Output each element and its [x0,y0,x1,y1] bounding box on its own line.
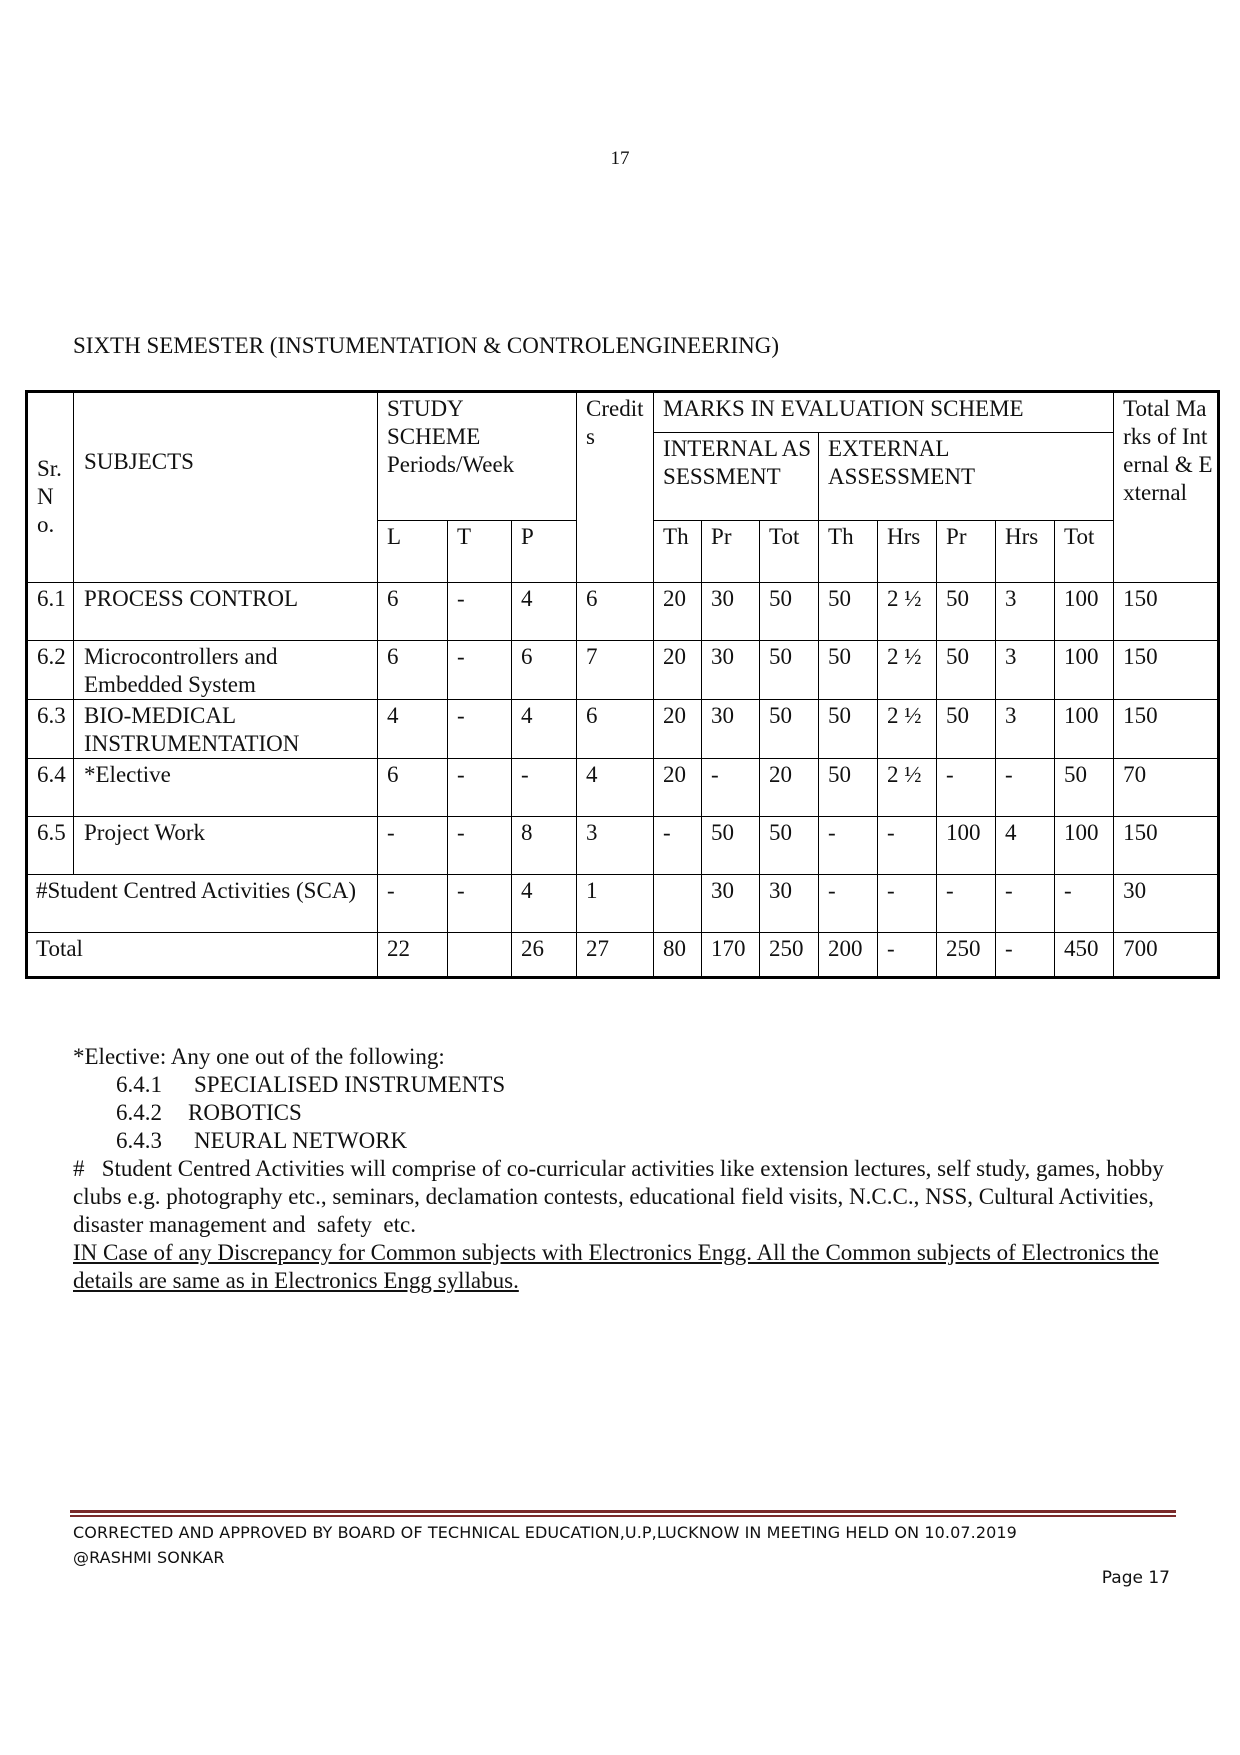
row-ext-hrs1: 2 ½ [878,583,937,641]
row-total: 150 [1114,641,1219,700]
row-int-tot: 20 [760,759,819,817]
row-int-th: 20 [654,641,702,700]
row-ext-th: 50 [819,700,878,759]
sca-note: # Student Centred Activities will comprise of co-curricular activities like extension lectures, self study, games, hobby clubs e.g. photography etc., seminars, declamation contests, educational field visits, N.C.C., NSS, Cultural Activities, disaster management and safety etc. [73,1156,1170,1237]
row-int-pr: - [702,759,760,817]
elective-item [73,1071,1183,1099]
row-ext-hrs2: - [996,759,1055,817]
total-total: 700 [1114,933,1219,978]
row-credits: 4 [577,759,654,817]
row-t: - [448,817,512,875]
sca-total: 30 [1114,875,1219,933]
row-ext-hrs2: 3 [996,700,1055,759]
row-ext-hrs2: 3 [996,641,1055,700]
row-credits: 3 [577,817,654,875]
header-p: P [512,521,577,583]
evaluation-scheme-table [25,390,1220,979]
row-l: 6 [378,759,448,817]
row-sr: 6.1 [27,583,74,641]
sca-ext-hrs2: - [996,875,1055,933]
total-ext-tot: 450 [1055,933,1114,978]
header-external-assessment: EXTERNAL ASSESSMENT [819,433,1114,521]
row-subject: Microcontrollers and Embedded System [74,641,378,700]
row-ext-th: - [819,817,878,875]
sca-int-th [654,875,702,933]
row-t: - [448,759,512,817]
elective-name: ROBOTICS [188,1100,302,1125]
header-credits: Credits [577,392,654,583]
header-ext-hrs1: Hrs [878,521,937,583]
row-ext-tot: 100 [1055,641,1114,700]
table-row [27,641,1219,700]
header-study-scheme: STUDY SCHEME Periods/Week [378,392,577,521]
sca-ext-hrs1: - [878,875,937,933]
row-int-pr: 30 [702,700,760,759]
header-subjects: SUBJECTS [74,392,378,583]
row-ext-hrs1: - [878,817,937,875]
row-ext-hrs1: 2 ½ [878,641,937,700]
header-int-th: Th [654,521,702,583]
row-int-tot: 50 [760,641,819,700]
row-credits: 6 [577,583,654,641]
row-int-th: 20 [654,583,702,641]
header-int-tot: Tot [760,521,819,583]
row-int-th: - [654,817,702,875]
row-ext-hrs1: 2 ½ [878,700,937,759]
row-ext-hrs2: 3 [996,583,1055,641]
notes-section [73,1043,1183,1295]
row-t: - [448,641,512,700]
total-ext-th: 200 [819,933,878,978]
row-int-th: 20 [654,700,702,759]
row-ext-pr: 50 [937,641,996,700]
sca-row [27,875,1219,933]
row-subject: Project Work [74,817,378,875]
elective-item [73,1127,1183,1155]
elective-code: 6.4.1 [116,1072,162,1097]
row-p: 4 [512,583,577,641]
header-ext-tot: Tot [1055,521,1114,583]
footer-rule [70,1510,1176,1513]
total-credits: 27 [577,933,654,978]
row-sr: 6.4 [27,759,74,817]
row-ext-th: 50 [819,759,878,817]
elective-item [73,1099,1183,1127]
row-ext-tot: 100 [1055,700,1114,759]
row-int-th: 20 [654,759,702,817]
row-ext-pr: 100 [937,817,996,875]
row-ext-hrs2: 4 [996,817,1055,875]
table-row [27,759,1219,817]
elective-intro: *Elective: Any one out of the following: [73,1044,445,1069]
header-total-marks: Total Marks of Internal & External [1114,392,1219,583]
row-total: 150 [1114,817,1219,875]
header-ext-th: Th [819,521,878,583]
row-p: - [512,759,577,817]
row-credits: 6 [577,700,654,759]
row-int-tot: 50 [760,583,819,641]
total-row [27,933,1219,978]
row-ext-hrs1: 2 ½ [878,759,937,817]
row-t: - [448,583,512,641]
row-ext-pr: 50 [937,583,996,641]
elective-name: SPECIALISED INSTRUMENTS [194,1072,506,1097]
total-int-tot: 250 [760,933,819,978]
total-ext-pr: 250 [937,933,996,978]
row-total: 150 [1114,583,1219,641]
row-sr: 6.2 [27,641,74,700]
sca-ext-tot: - [1055,875,1114,933]
row-int-pr: 50 [702,817,760,875]
footer-line2: @RASHMI SONKAR [73,1548,225,1567]
sca-credits: 1 [577,875,654,933]
row-p: 4 [512,700,577,759]
footer [73,1520,1017,1570]
semester-title: SIXTH SEMESTER (INSTUMENTATION & CONTROLENGINEERING) [73,333,779,358]
footer-line1: CORRECTED AND APPROVED BY BOARD OF TECHNICAL EDUCATION,U.P,LUCKNOW IN MEETING HELD ON 10.07.2019 [73,1523,1017,1542]
sca-subject: #Student Centred Activities (SCA) [27,875,378,933]
row-ext-tot: 100 [1055,817,1114,875]
table-row [27,583,1219,641]
header-l: L [378,521,448,583]
footer-page-number: Page 17 [1101,1568,1170,1588]
sca-int-pr: 30 [702,875,760,933]
row-subject: BIO-MEDICAL INSTRUMENTATION [74,700,378,759]
header-sr-no: Sr. No. [27,392,74,583]
row-ext-pr: 50 [937,700,996,759]
header-ext-hrs2: Hrs [996,521,1055,583]
discrepancy-note: IN Case of any Discrepancy for Common subjects with Electronics Engg. All the Common subjects of Electronics the details are same as in Electronics Engg syllabus. [73,1240,1159,1293]
row-l: - [378,817,448,875]
header-int-pr: Pr [702,521,760,583]
row-subject: PROCESS CONTROL [74,583,378,641]
row-ext-tot: 50 [1055,759,1114,817]
row-ext-tot: 100 [1055,583,1114,641]
total-int-pr: 170 [702,933,760,978]
row-l: 6 [378,641,448,700]
header-t: T [448,521,512,583]
sca-l: - [378,875,448,933]
elective-code: 6.4.3 [116,1128,162,1153]
page-number-top: 17 [610,148,630,169]
sca-t: - [448,875,512,933]
table-row [27,817,1219,875]
row-p: 8 [512,817,577,875]
row-total: 150 [1114,700,1219,759]
row-t: - [448,700,512,759]
row-int-pr: 30 [702,641,760,700]
row-int-tot: 50 [760,700,819,759]
footer-rule-thin [70,1515,1176,1517]
table-row [27,700,1219,759]
row-l: 4 [378,700,448,759]
elective-code: 6.4.2 [116,1100,162,1125]
row-ext-th: 50 [819,641,878,700]
row-l: 6 [378,583,448,641]
total-t [448,933,512,978]
row-credits: 7 [577,641,654,700]
row-ext-th: 50 [819,583,878,641]
header-ext-pr: Pr [937,521,996,583]
total-ext-hrs2: - [996,933,1055,978]
row-subject: *Elective [74,759,378,817]
elective-name: NEURAL NETWORK [194,1128,408,1153]
row-total: 70 [1114,759,1219,817]
sca-ext-th: - [819,875,878,933]
total-p: 26 [512,933,577,978]
row-sr: 6.3 [27,700,74,759]
row-int-pr: 30 [702,583,760,641]
total-label: Total [27,933,378,978]
header-internal-assessment: INTERNAL ASSESSMENT [654,433,819,521]
total-l: 22 [378,933,448,978]
sca-ext-pr: - [937,875,996,933]
row-ext-pr: - [937,759,996,817]
row-sr: 6.5 [27,817,74,875]
total-int-th: 80 [654,933,702,978]
row-p: 6 [512,641,577,700]
sca-int-tot: 30 [760,875,819,933]
row-int-tot: 50 [760,817,819,875]
header-marks-scheme: MARKS IN EVALUATION SCHEME [654,392,1114,433]
sca-p: 4 [512,875,577,933]
total-ext-hrs1: - [878,933,937,978]
